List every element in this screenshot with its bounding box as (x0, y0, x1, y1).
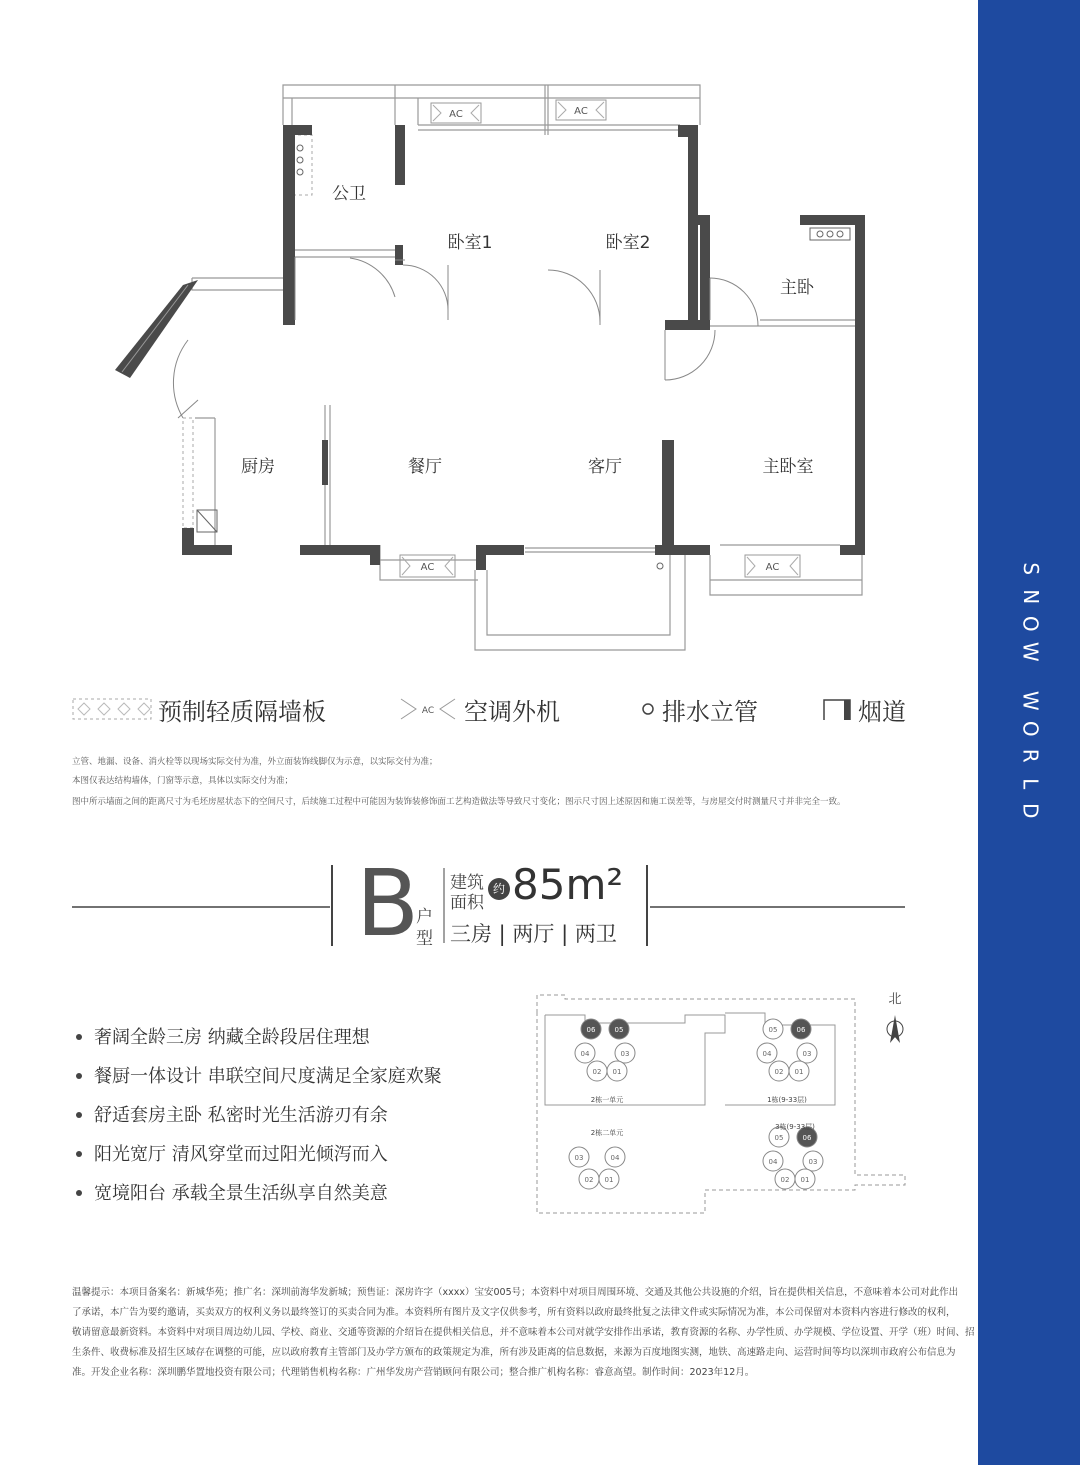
feature-item: 舒适套房主卧 私密时光生活游刃有余 (72, 1101, 388, 1127)
building-label-2-2: 2栋二单元 (590, 1129, 624, 1137)
svg-text:AC: AC (421, 706, 435, 716)
unit-type-letter: B (356, 850, 420, 957)
site-unit-number: 06 (802, 1134, 812, 1142)
site-unit-number: 04 (768, 1158, 778, 1166)
site-unit-number: 04 (762, 1050, 772, 1058)
room-label-living: 客厅 (588, 457, 622, 477)
bath-fixtures (297, 145, 850, 569)
brand-letter: W (1018, 690, 1043, 711)
site-unit-number: 01 (612, 1068, 622, 1076)
site-unit-number: 01 (794, 1068, 804, 1076)
site-unit-number: 02 (584, 1176, 594, 1184)
brand-letter: W (1018, 641, 1043, 662)
flue-legend-icon (822, 696, 852, 722)
room-label-dining: 餐厅 (408, 457, 442, 477)
approx-badge: 约 (488, 878, 510, 900)
diagonal-window (122, 285, 188, 372)
disclaimer-line: 敬请留意最新资料。本资料中对项目周边幼儿园、学校、商业、交通等资源的介绍旨在提供相关信息，并不意味着本公司对就学安排作出承诺，教育资源的名称、办学性质、办学规模、学位设置、开学（班）时间、招 (72, 1327, 975, 1338)
ac-unit-icon (745, 555, 800, 577)
feature-item: 宽境阳台 承载全景生活纵享自然美意 (72, 1179, 388, 1205)
legend-partition (72, 692, 326, 726)
building-label-3: 3栋(9-33层) (775, 1123, 815, 1131)
svg-text:AC: AC (765, 562, 780, 573)
site-unit-number: 02 (774, 1068, 784, 1076)
ac-units (400, 100, 800, 577)
unit-type-xing: 型 (416, 929, 433, 949)
drain-pipe-legend-icon (640, 701, 656, 717)
north-arrow-icon (887, 1015, 903, 1043)
brand-letter: D (1018, 803, 1043, 819)
building-label-2-1: 2栋一单元 (590, 1096, 624, 1104)
room-layout: 三房 | 两厅 | 两卫 (450, 922, 617, 946)
legend-ac (398, 692, 560, 726)
site-unit-number: 05 (774, 1134, 784, 1142)
brand-letter: L (1018, 777, 1043, 789)
brand-letter: R (1018, 748, 1043, 763)
site-unit-number: 01 (604, 1176, 614, 1184)
ac-unit-icon (400, 555, 455, 577)
site-unit-number: 02 (592, 1068, 602, 1076)
site-unit-number: 03 (574, 1154, 584, 1162)
area-label-1: 建筑 (450, 873, 484, 893)
site-unit-number: 01 (800, 1176, 810, 1184)
room-label-master-bath: 主卧 (780, 278, 814, 298)
legend-flue-label: 烟道 (858, 697, 906, 726)
site-plan (525, 985, 915, 1220)
brand-letter: O (1018, 615, 1043, 632)
site-unit-number: 03 (620, 1050, 630, 1058)
partition-legend-icon (72, 698, 152, 720)
legend-flue (822, 692, 906, 726)
brand-letter: O (1018, 720, 1043, 737)
room-label-bedroom2: 卧室2 (605, 233, 651, 253)
feature-item: 阳光宽厅 清风穿堂而过阳光倾泻而入 (72, 1140, 388, 1166)
note-line-2: 本图仅表达结构墙体，门窗等示意，具体以实际交付为准； (72, 776, 294, 786)
disclaimer-line: 生条件、收费标准及招生区域存在调整的可能，应以政府教育主管部门及办学方颁布的政策规定为准，所有涉及距离的信息数据，来源为百度地图实测，地铁、高速路走向、运营时间等均以深圳市政府公布信息为 (72, 1347, 956, 1358)
room-label-public-bath: 公卫 (332, 184, 366, 204)
ac-unit-icon (556, 100, 606, 120)
feature-item: 奢阔全龄三房 纳藏全龄段居住理想 (72, 1023, 370, 1049)
site-unit-number: 05 (614, 1026, 624, 1034)
site-unit-number: 05 (768, 1026, 778, 1034)
area-value: 85m² (512, 860, 624, 909)
legend-partition-label: 预制轻质隔墙板 (158, 697, 326, 726)
legend-drain (640, 692, 758, 726)
structural-walls (115, 125, 865, 570)
ac-legend-icon (398, 696, 458, 722)
floor-plan (0, 0, 980, 670)
note-line-1: 立管、地漏、设备、消火栓等以现场实际交付为准，外立面装饰线脚仅为示意，以实际交付为准； (72, 757, 438, 767)
brand-letter (1019, 673, 1041, 679)
building-label-1: 1栋(9-33层) (767, 1096, 807, 1104)
site-unit-number: 03 (808, 1158, 818, 1166)
svg-text:AC: AC (574, 106, 588, 117)
unit-type-hu: 户 (416, 907, 433, 927)
brand-letter: N (1018, 588, 1043, 604)
site-unit-number: 03 (802, 1050, 812, 1058)
brand-letter: S (1018, 562, 1043, 576)
disclaimer-line: 温馨提示：本项目备案名：新城华苑；推广名：深圳前海华发新城；预售证：深房许字（xxxx）宝安005号；本资料中对项目周围环境、交通及其他公共设施的介绍，旨在提供相关信息，不意味着本公司对此作出 (72, 1287, 959, 1298)
site-unit-number: 06 (796, 1026, 806, 1034)
site-unit-number: 02 (780, 1176, 790, 1184)
area-label-2: 面积 (450, 893, 484, 913)
kitchen-fixture (197, 510, 217, 532)
site-unit-number: 04 (580, 1050, 590, 1058)
site-unit-number: 04 (610, 1154, 620, 1162)
legend-drain-label: 排水立管 (662, 697, 758, 726)
north-label: 北 (888, 992, 902, 1007)
svg-text:AC: AC (420, 562, 435, 573)
ac-unit-icon (431, 103, 481, 123)
side-brand-text (1000, 555, 1060, 825)
site-buildings (569, 1019, 823, 1189)
svg-text:AC: AC (449, 109, 463, 120)
room-label-kitchen: 厨房 (241, 457, 275, 477)
door-swings (173, 257, 758, 418)
legend-ac-label: 空调外机 (464, 697, 560, 726)
feature-item: 餐厨一体设计 串联空间尺度满足全家庭欢聚 (72, 1062, 442, 1088)
disclaimer-line: 了承诺，本广告为要约邀请，买卖双方的权利义务以最终签订的买卖合同为准。本资料所有图片及文字仅供参考，所有资料以政府最终批复之法律文件或实际情况为准，本公司保留对本资料内容进行修改的权利， (72, 1307, 956, 1318)
note-line-3: 图中所示墙面之间的距离尺寸为毛坯房屋状态下的空间尺寸，后续施工过程中可能因为装饰装修饰面工艺构造做法等导致尺寸变化；图示尺寸因上述原因和施工误差等，与房屋交付时测量尺寸并非完全一致。 (72, 797, 846, 807)
disclaimer-line: 准。开发企业名称：深圳鹏华置地投资有限公司；代理销售机构名称：广州华发房产营销顾问有限公司；整合推广机构名称：睿意高望。制作时间：2023年12月。 (72, 1367, 755, 1378)
room-label-bedroom1: 卧室1 (447, 233, 493, 253)
site-unit-number: 06 (586, 1026, 596, 1034)
disclaimer (72, 1283, 975, 1383)
room-label-master-bedroom: 主卧室 (762, 457, 814, 477)
